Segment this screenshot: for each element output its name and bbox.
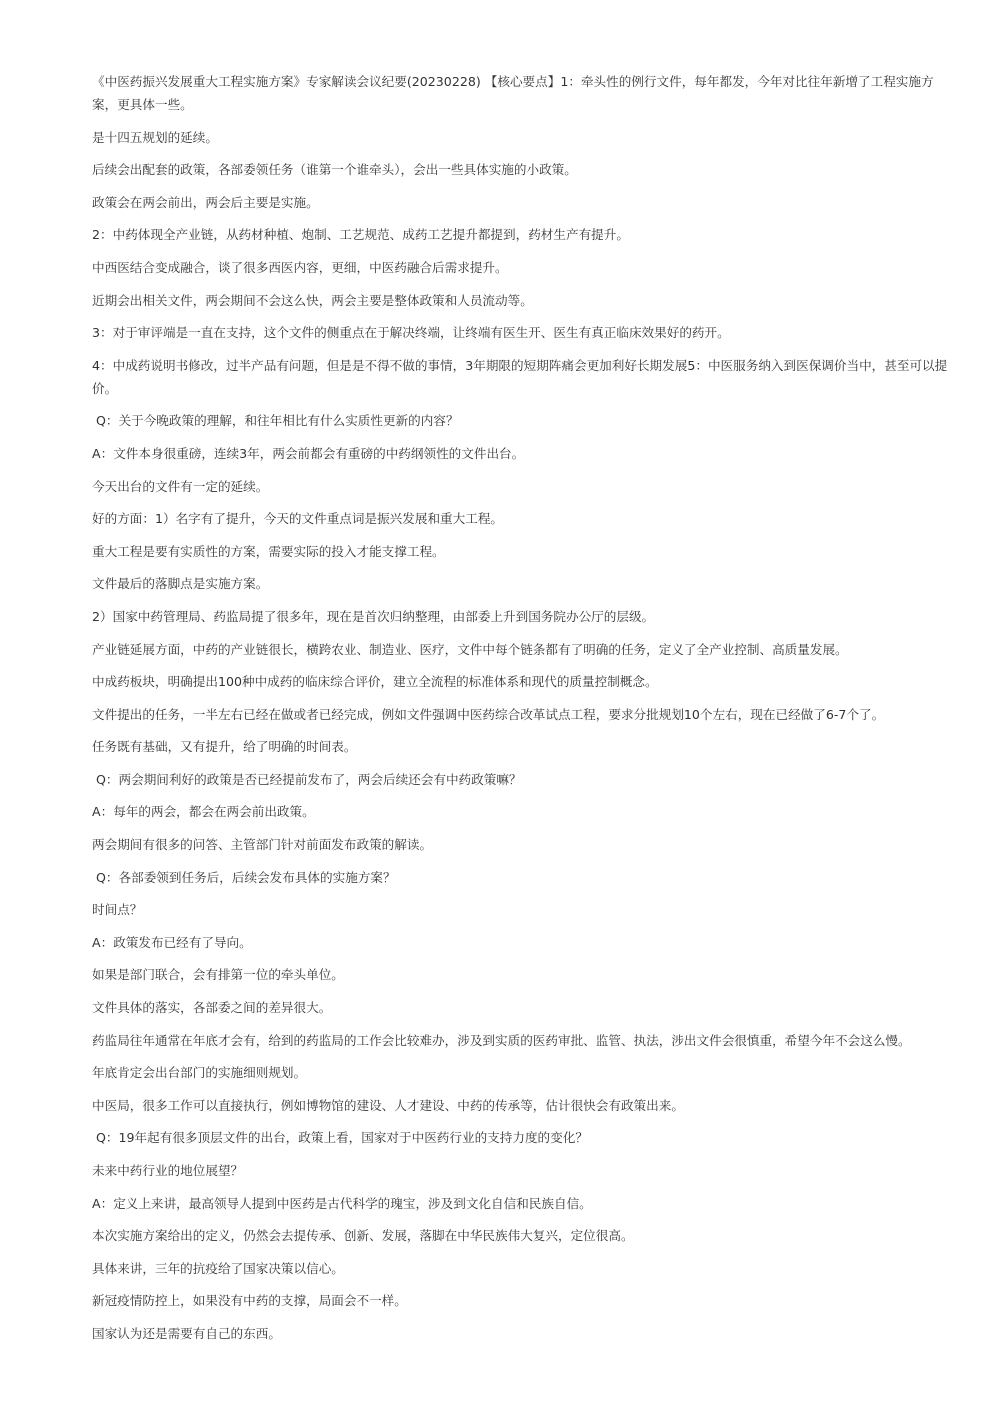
paragraph: 重大工程是要有实质性的方案，需要实际的投入才能支撑工程。 [92,543,445,559]
meeting-minutes-text [92,70,948,1355]
paragraph: 是十四五规划的延续。 [92,129,218,145]
paragraph: 年底肯定会出台部门的实施细则规划。 [92,1065,307,1081]
paragraph: 中成药板块，明确提出100种中成药的临床综合评价，建立全流程的标准体系和现代的质量控制概念。 [92,674,658,690]
paragraph: 4：中成药说明书修改，过半产品有问题，但是是不得不做的事情，3年期限的短期阵痛会更加利好长期发展5：中医服务纳入到医保调价当中，甚至可以提价。 [92,357,948,396]
question-paragraph: Q：各部委领到任务后，后续会发布具体的实施方案？ [96,869,396,885]
paragraph: 本次实施方案给出的定义，仍然会去提传承、创新、发展，落脚在中华民族伟大复兴，定位很高。 [92,1228,634,1244]
paragraph: 2）国家中药管理局、药监局提了很多年，现在是首次归纳整理，由部委上升到国务院办公厅的层级。 [92,608,655,624]
paragraph: 药监局往年通常在年底才会有，给到的药监局的工作会比较难办，涉及到实质的医药审批、监管、执法，涉出文件会很慎重，希望今年不会这么慢。 [92,1032,911,1048]
paragraph: 文件最后的落脚点是实施方案。 [92,576,269,592]
answer-paragraph: A：政策发布已经有了导向。 [92,934,252,950]
paragraph: 新冠疫情防控上，如果没有中药的支撑，局面会不一样。 [92,1293,407,1309]
paragraph: 近期会出相关文件，两会期间不会这么快，两会主要是整体政策和人员流动等。 [92,292,533,308]
paragraph: 未来中药行业的地位展望？ [92,1163,244,1178]
paragraph: 时间点？ [92,902,143,918]
paragraph: 产业链延展方面，中药的产业链很长，横跨农业、制造业、医疗，文件中每个链条都有了明确的任务，定义了全产业控制、高质量发展。 [92,641,848,657]
answer-paragraph: A：定义上来讲，最高领导人提到中医药是古代科学的瑰宝，涉及到文化自信和民族自信。 [92,1195,592,1211]
paragraph: 3：对于审评端是一直在支持，这个文件的侧重点在于解决终端，让终端有医生开、医生有真正临床效果好的药开。 [92,325,730,341]
paragraph: 具体来讲，三年的抗疫给了国家决策以信心。 [92,1260,344,1276]
question-paragraph: Q：关于今晚政策的理解，和往年相比有什么实质性更新的内容？ [96,413,459,429]
paragraph: 中医局，很多工作可以直接执行，例如博物馆的建设、人才建设、中药的传承等，估计很快会有政策出来。 [92,1097,684,1113]
answer-paragraph: A：文件本身很重磅，连续3年，两会前都会有重磅的中药纲领性的文件出台。 [92,445,525,461]
paragraph: 文件具体的落实，各部委之间的差异很大。 [92,1000,332,1016]
paragraph: 好的方面：1）名字有了提升，今天的文件重点词是振兴发展和重大工程。 [92,511,504,527]
paragraph: 如果是部门联合，会有排第一位的牵头单位。 [92,967,344,983]
question-paragraph: Q：两会期间利好的政策是否已经提前发布了，两会后续还会有中药政策嘛？ [96,771,522,787]
paragraph: 任务既有基础，又有提升，给了明确的时间表。 [92,739,357,755]
paragraph: 后续会出配套的政策，各部委领任务（谁第一个谁牵头），会出一些具体实施的小政策。 [92,162,577,178]
answer-paragraph: A：每年的两会，都会在两会前出政策。 [92,804,315,820]
paragraph: 今天出台的文件有一定的延续。 [92,478,269,494]
paragraph: 2：中药体现全产业链，从药材种植、炮制、工艺规范、成药工艺提升都提到，药材生产有提升。 [92,227,629,243]
paragraph: 政策会在两会前出，两会后主要是实施。 [92,194,319,210]
paragraph-summary-title: 《中医药振兴发展重大工程实施方案》专家解读会议纪要(20230228) 【核心要点】1：牵头性的例行文件，每年都发，今年对比往年新增了工程实施方案，更具体一些。 [92,74,934,112]
question-paragraph: Q：19年起有很多顶层文件的出台，政策上看，国家对于中医药行业的支持力度的变化？ [96,1130,588,1146]
paragraph: 文件提出的任务，一半左右已经在做或者已经完成，例如文件强调中医药综合改革试点工程，要求分批规划10个左右，现在已经做了6-7个了。 [92,706,885,722]
paragraph: 国家认为还是需要有自己的东西。 [92,1325,281,1341]
paragraph: 两会期间有很多的问答、主管部门针对前面发布政策的解读。 [92,837,433,853]
paragraph: 中西医结合变成融合，谈了很多西医内容，更细，中医药融合后需求提升。 [92,259,508,275]
